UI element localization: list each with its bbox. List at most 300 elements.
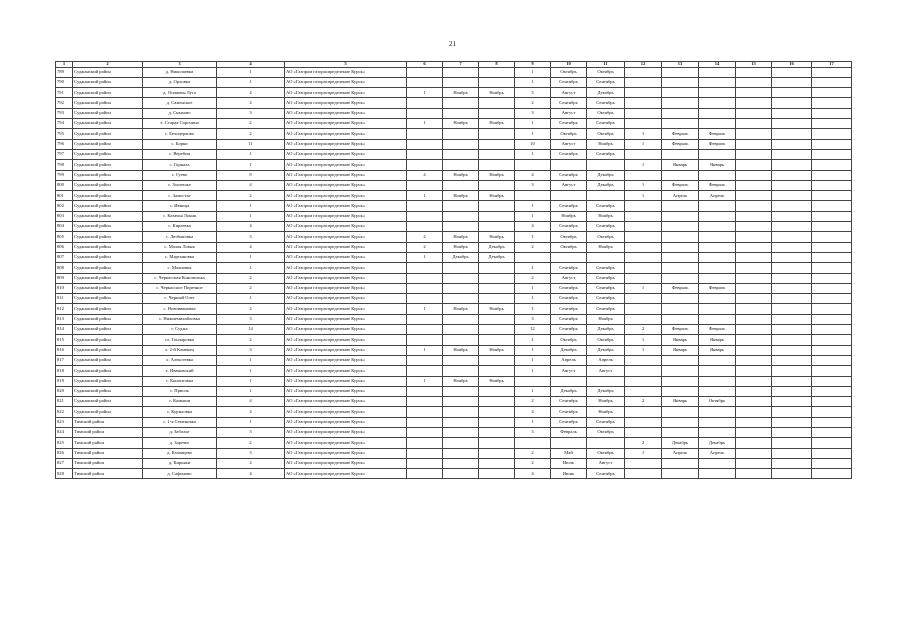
table-cell — [812, 232, 852, 242]
table-cell — [772, 448, 812, 458]
table-cell — [736, 119, 772, 129]
table-cell — [479, 294, 515, 304]
table-cell: Декабрь — [551, 345, 587, 355]
table-cell — [736, 201, 772, 211]
table-cell: Январь — [699, 345, 736, 355]
table-cell — [812, 438, 852, 448]
table-cell — [812, 222, 852, 232]
table-cell — [812, 129, 852, 139]
table-row — [56, 386, 852, 396]
table-cell — [625, 294, 662, 304]
table-cell: Октябрь — [551, 232, 587, 242]
table-cell — [625, 77, 662, 87]
table-cell — [625, 263, 662, 273]
table-cell — [625, 149, 662, 159]
table-cell — [772, 160, 812, 170]
table-cell: АО «Газпром газораспределение Курск» — [285, 366, 407, 376]
table-cell — [551, 438, 587, 448]
table-row — [56, 263, 852, 273]
table-cell: с. Гуево — [143, 170, 217, 180]
table-cell — [812, 242, 852, 252]
table-cell — [699, 294, 736, 304]
table-cell — [662, 77, 699, 87]
table-cell: АО «Газпром газораспределение Курск» — [285, 242, 407, 252]
table-row — [56, 273, 852, 283]
table-cell: 1 — [515, 149, 551, 159]
table-cell — [736, 407, 772, 417]
table-row — [56, 77, 852, 87]
table-cell: 828 — [56, 469, 73, 479]
table-cell: 797 — [56, 149, 73, 159]
table-cell: Сентябрь — [551, 314, 587, 324]
table-row — [56, 98, 852, 108]
table-cell — [407, 469, 443, 479]
table-cell — [772, 376, 812, 386]
table-cell: Апрель — [662, 448, 699, 458]
table-cell — [736, 345, 772, 355]
table-cell: Суджанский район — [73, 160, 143, 170]
table-cell: Январь — [699, 160, 736, 170]
table-cell: 823 — [56, 417, 73, 427]
table-cell: Суджанский район — [73, 129, 143, 139]
table-cell — [772, 170, 812, 180]
table-cell — [736, 355, 772, 365]
table-cell — [625, 119, 662, 129]
table-row — [56, 67, 852, 77]
table-cell: 1 — [407, 88, 443, 98]
table-cell — [662, 407, 699, 417]
table-cell: х. Алексеевка — [143, 355, 217, 365]
table-cell: 1 — [515, 294, 551, 304]
table-row — [56, 335, 852, 345]
table-cell: АО «Газпром газораспределение Курск» — [285, 232, 407, 242]
table-cell: 2 — [407, 232, 443, 242]
table-cell: Суджанский район — [73, 304, 143, 314]
table-cell: 1 — [515, 304, 551, 314]
table-cell — [625, 108, 662, 118]
table-cell — [662, 119, 699, 129]
table-cell — [772, 108, 812, 118]
table-cell: Суджанский район — [73, 67, 143, 77]
table-cell: Октябрь — [587, 427, 625, 437]
table-cell: 1 — [407, 119, 443, 129]
table-cell: 4 — [217, 407, 285, 417]
table-row — [56, 191, 852, 201]
table-cell — [662, 263, 699, 273]
table-cell — [736, 180, 772, 190]
table-cell — [443, 211, 479, 221]
table-cell: с. Ивница — [143, 201, 217, 211]
table-cell: Январь — [662, 160, 699, 170]
table-cell: Ноябрь — [551, 211, 587, 221]
table-cell: Апрель — [662, 191, 699, 201]
table-cell: АО «Газпром газораспределение Курск» — [285, 108, 407, 118]
table-cell — [479, 211, 515, 221]
table-cell: АО «Газпром газораспределение Курск» — [285, 386, 407, 396]
table-cell — [407, 211, 443, 221]
table-row — [56, 294, 852, 304]
table-cell: Сентябрь — [587, 294, 625, 304]
table-cell — [812, 417, 852, 427]
table-cell — [772, 355, 812, 365]
table-cell — [443, 160, 479, 170]
table-row — [56, 376, 852, 386]
table-cell: д. Заболье — [143, 427, 217, 437]
table-cell — [407, 108, 443, 118]
table-cell: 1 — [625, 160, 662, 170]
table-cell — [662, 211, 699, 221]
table-cell: 4 — [217, 242, 285, 252]
table-cell — [443, 386, 479, 396]
table-cell: 4 — [515, 407, 551, 417]
table-cell — [736, 211, 772, 221]
table-cell: 4 — [515, 469, 551, 479]
table-cell — [515, 160, 551, 170]
header-cell: 12 — [625, 62, 662, 68]
table-cell: 818 — [56, 366, 73, 376]
table-cell: АО «Газпром газораспределение Курск» — [285, 252, 407, 262]
table-cell — [443, 397, 479, 407]
table-cell: Ноябрь — [443, 232, 479, 242]
table-cell — [662, 366, 699, 376]
table-cell: 1 — [217, 252, 285, 262]
table-cell — [772, 139, 812, 149]
table-cell: Тимский район — [73, 417, 143, 427]
table-cell — [625, 273, 662, 283]
table-cell: 826 — [56, 448, 73, 458]
table-cell: Август — [587, 366, 625, 376]
table-cell: Суджанский район — [73, 345, 143, 355]
table-cell: Сентябрь — [587, 222, 625, 232]
table-cell — [772, 201, 812, 211]
table-cell — [699, 67, 736, 77]
table-cell: Февраль — [699, 283, 736, 293]
table-cell: 817 — [56, 355, 73, 365]
table-cell — [479, 222, 515, 232]
table-cell: Февраль — [662, 180, 699, 190]
table-cell — [443, 67, 479, 77]
table-cell: 1 — [217, 355, 285, 365]
table-cell: 1 — [515, 77, 551, 87]
table-cell — [699, 149, 736, 159]
table-cell: с. Мартыновка — [143, 252, 217, 262]
table-cell — [772, 458, 812, 468]
table-cell: Суджанский район — [73, 294, 143, 304]
table-cell — [736, 139, 772, 149]
table-cell — [443, 448, 479, 458]
table-cell: 798 — [56, 160, 73, 170]
table-cell: 791 — [56, 88, 73, 98]
table-cell: Сентябрь — [587, 417, 625, 427]
table-cell — [551, 252, 587, 262]
table-row — [56, 160, 852, 170]
table-cell: 1 — [515, 232, 551, 242]
table-cell — [662, 242, 699, 252]
table-cell — [662, 386, 699, 396]
table-cell: Суджанский район — [73, 252, 143, 262]
table-cell — [699, 386, 736, 396]
table-cell — [736, 366, 772, 376]
table-cell: Октябрь — [587, 129, 625, 139]
table-cell — [699, 222, 736, 232]
table-cell — [699, 355, 736, 365]
table-cell: Сентябрь — [551, 119, 587, 129]
table-cell: 1 — [217, 366, 285, 376]
table-row — [56, 170, 852, 180]
table-cell: Сентябрь — [551, 98, 587, 108]
table-cell: Суджанский район — [73, 170, 143, 180]
table-cell — [479, 129, 515, 139]
table-cell — [699, 252, 736, 262]
table-cell — [772, 232, 812, 242]
table-cell: 1 — [217, 386, 285, 396]
table-cell — [625, 355, 662, 365]
table-cell — [812, 211, 852, 221]
table-row — [56, 304, 852, 314]
table-cell — [699, 407, 736, 417]
table-cell: АО «Газпром газораспределение Курск» — [285, 407, 407, 417]
table-cell — [736, 160, 772, 170]
table-cell — [515, 438, 551, 448]
table-cell: 807 — [56, 252, 73, 262]
table-row — [56, 129, 852, 139]
table-cell: 824 — [56, 427, 73, 437]
table-cell: 805 — [56, 232, 73, 242]
table-cell: Декабрь — [587, 345, 625, 355]
table-cell — [812, 77, 852, 87]
table-cell — [479, 263, 515, 273]
table-cell — [662, 294, 699, 304]
table-cell: 1 — [515, 119, 551, 129]
table-cell — [443, 149, 479, 159]
table-cell: 3 — [217, 108, 285, 118]
table-cell: Суджанский район — [73, 222, 143, 232]
table-cell — [812, 304, 852, 314]
table-cell — [736, 222, 772, 232]
table-cell: 1 — [407, 252, 443, 262]
table-cell: 2 — [515, 448, 551, 458]
table-cell: Сентябрь — [587, 98, 625, 108]
table-cell: 4 — [515, 170, 551, 180]
table-cell — [407, 201, 443, 211]
table-cell — [736, 108, 772, 118]
table-cell — [772, 263, 812, 273]
table-cell: 3 — [217, 314, 285, 324]
table-cell — [812, 427, 852, 437]
table-cell — [812, 98, 852, 108]
table-cell — [407, 273, 443, 283]
table-cell: Ноябрь — [443, 88, 479, 98]
table-cell — [662, 273, 699, 283]
table-cell: д. Сныхово — [143, 108, 217, 118]
table-cell: 2 — [515, 273, 551, 283]
table-cell: АО «Газпром газораспределение Курск» — [285, 170, 407, 180]
table-cell — [662, 222, 699, 232]
table-cell: Сентябрь — [551, 294, 587, 304]
table-cell: Ноябрь — [587, 397, 625, 407]
table-cell: 1 — [217, 77, 285, 87]
table-cell: 4 — [407, 170, 443, 180]
table-cell: Ноябрь — [479, 345, 515, 355]
table-cell — [699, 469, 736, 479]
table-row — [56, 325, 852, 335]
table-cell: с. Черкасская Конопелька — [143, 273, 217, 283]
table-cell: Ноябрь — [443, 376, 479, 386]
table-cell — [662, 314, 699, 324]
table-cell: 3 — [217, 232, 285, 242]
table-cell: 2 — [217, 304, 285, 314]
table-cell: Апрель — [587, 355, 625, 365]
table-cell: 1 — [625, 345, 662, 355]
table-cell: Суджанский район — [73, 88, 143, 98]
table-row — [56, 314, 852, 324]
table-cell — [736, 294, 772, 304]
table-cell — [407, 129, 443, 139]
table-cell: с. Белоцерково — [143, 129, 217, 139]
table-cell: Октябрь — [587, 67, 625, 77]
table-cell — [625, 222, 662, 232]
table-cell — [772, 191, 812, 201]
table-cell — [736, 417, 772, 427]
table-cell: Октябрь — [587, 108, 625, 118]
table-cell — [625, 417, 662, 427]
table-cell — [625, 366, 662, 376]
table-cell: 2 — [217, 98, 285, 108]
table-cell — [662, 170, 699, 180]
table-cell: Тимский район — [73, 438, 143, 448]
table-cell: 4 — [217, 469, 285, 479]
table-cell: Октябрь — [551, 129, 587, 139]
table-cell — [772, 211, 812, 221]
table-cell — [479, 438, 515, 448]
table-cell: АО «Газпром газораспределение Курск» — [285, 469, 407, 479]
table-cell — [625, 314, 662, 324]
table-cell — [772, 304, 812, 314]
table-cell — [772, 77, 812, 87]
table-cell — [662, 427, 699, 437]
table-cell — [699, 458, 736, 468]
table-cell: Суджанский район — [73, 335, 143, 345]
table-cell: 2 — [515, 397, 551, 407]
table-cell: Февраль — [662, 129, 699, 139]
table-cell — [407, 325, 443, 335]
table-cell — [662, 252, 699, 262]
table-cell — [736, 67, 772, 77]
table-cell: Сентябрь — [551, 201, 587, 211]
table-cell: 815 — [56, 335, 73, 345]
table-cell: Февраль — [662, 139, 699, 149]
table-row — [56, 211, 852, 221]
table-cell: 810 — [56, 283, 73, 293]
table-cell: Ноябрь — [479, 119, 515, 129]
table-cell — [407, 283, 443, 293]
table-cell: Ноябрь — [479, 170, 515, 180]
table-cell — [443, 201, 479, 211]
header-cell: 17 — [812, 62, 852, 68]
table-cell: 808 — [56, 263, 73, 273]
table-cell — [407, 314, 443, 324]
table-cell: 1 — [515, 386, 551, 396]
table-cell: Август — [551, 139, 587, 149]
table-cell — [479, 397, 515, 407]
table-cell: Апрель — [699, 191, 736, 201]
table-cell: д. Заречье — [143, 438, 217, 448]
table-row — [56, 438, 852, 448]
table-cell: 11 — [217, 139, 285, 149]
table-cell — [443, 98, 479, 108]
table-cell — [407, 149, 443, 159]
table-cell: 2 — [217, 438, 285, 448]
table-cell — [699, 98, 736, 108]
table-cell — [407, 386, 443, 396]
table-cell: Февраль — [699, 325, 736, 335]
table-cell: 2 — [625, 438, 662, 448]
table-cell: АО «Газпром газораспределение Курск» — [285, 77, 407, 87]
table-cell: АО «Газпром газораспределение Курск» — [285, 335, 407, 345]
table-cell: АО «Газпром газораспределение Курск» — [285, 88, 407, 98]
table-cell: Суджанский район — [73, 191, 143, 201]
table-cell: АО «Газпром газораспределение Курск» — [285, 345, 407, 355]
table-cell: Ноябрь — [443, 242, 479, 252]
table-cell: 821 — [56, 397, 73, 407]
table-cell: Август — [551, 366, 587, 376]
table-cell — [699, 77, 736, 87]
table-cell: Сентябрь — [551, 149, 587, 159]
table-cell: 1 — [407, 345, 443, 355]
table-cell: АО «Газпром газораспределение Курск» — [285, 355, 407, 365]
table-cell — [699, 304, 736, 314]
table-cell — [812, 376, 852, 386]
table-cell — [699, 119, 736, 129]
table-cell: Ноябрь — [479, 191, 515, 201]
table-cell: 1 — [625, 448, 662, 458]
table-cell — [479, 180, 515, 190]
table-cell — [479, 149, 515, 159]
table-cell: 3 — [217, 345, 285, 355]
table-cell — [407, 397, 443, 407]
table-cell: Декабрь — [479, 242, 515, 252]
table-cell — [479, 366, 515, 376]
table-cell — [736, 88, 772, 98]
table-cell — [443, 427, 479, 437]
table-cell — [736, 427, 772, 437]
table-cell: 1 — [217, 294, 285, 304]
table-cell — [443, 283, 479, 293]
header-cell: 14 — [699, 62, 736, 68]
table-cell: Тимский район — [73, 469, 143, 479]
table-cell: 1 — [407, 304, 443, 314]
table-cell — [699, 211, 736, 221]
table-cell: с. Малая Локня — [143, 242, 217, 252]
table-cell: 1 — [515, 345, 551, 355]
table-cell: АО «Газпром газораспределение Курск» — [285, 427, 407, 437]
table-cell — [736, 386, 772, 396]
table-cell: Февраль — [551, 427, 587, 437]
table-cell: 12 — [515, 325, 551, 335]
table-cell — [662, 149, 699, 159]
header-cell: 13 — [662, 62, 699, 68]
table-cell: АО «Газпром газораспределение Курск» — [285, 129, 407, 139]
table-cell: Декабрь — [587, 88, 625, 98]
table-cell — [443, 294, 479, 304]
table-cell: 1 — [217, 211, 285, 221]
table-cell: 1 — [515, 417, 551, 427]
table-row — [56, 252, 852, 262]
table-cell: Сентябрь — [551, 397, 587, 407]
table-cell: Сентябрь — [587, 263, 625, 273]
table-cell: Суджанский район — [73, 242, 143, 252]
table-cell — [479, 77, 515, 87]
